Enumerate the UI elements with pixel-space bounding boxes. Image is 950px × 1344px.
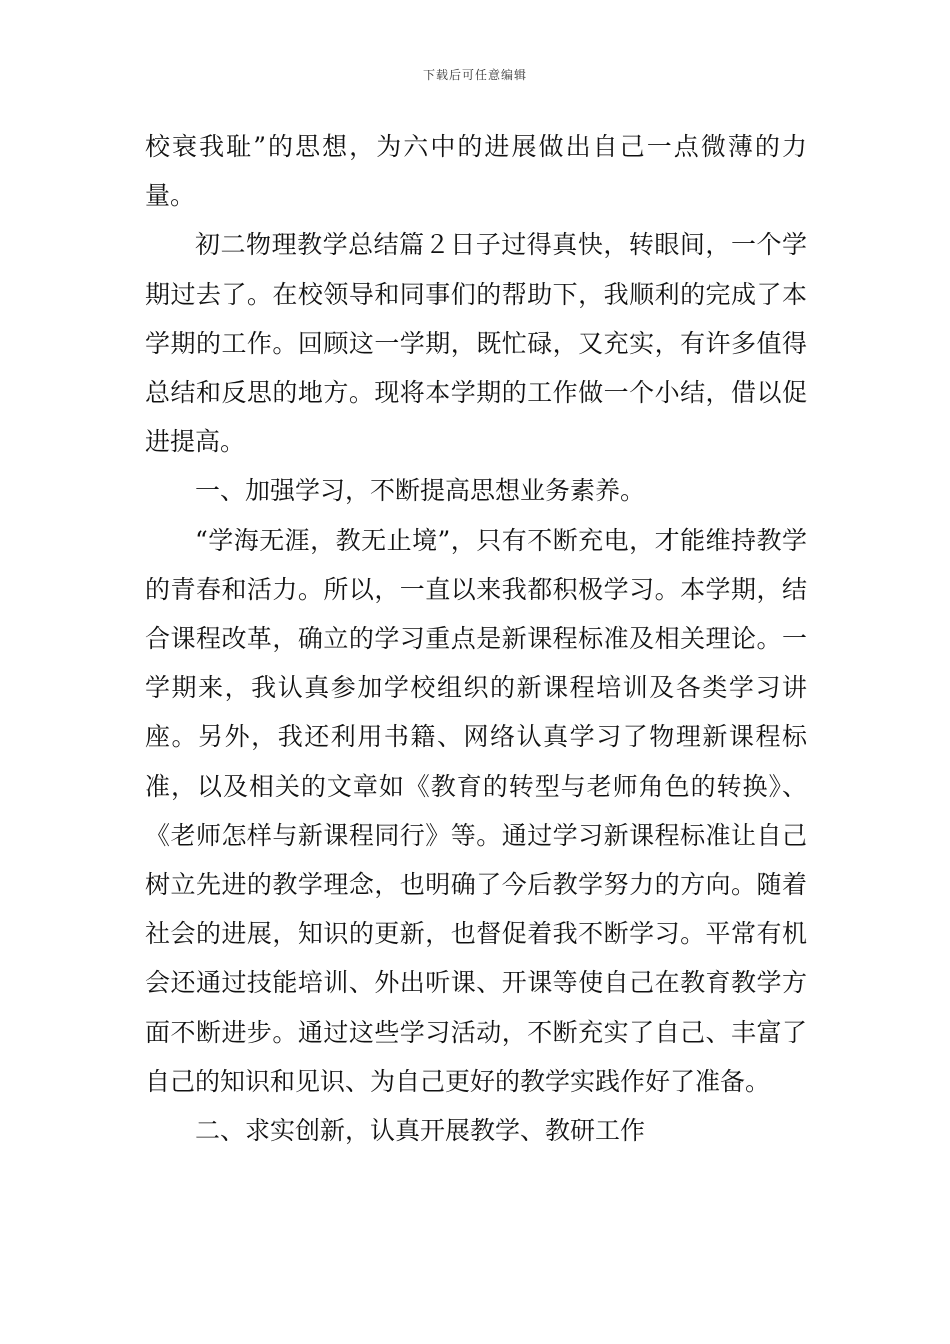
section-heading-2: 二、求实创新，认真开展教学、教研工作 bbox=[195, 1116, 646, 1146]
document-body bbox=[145, 122, 807, 1155]
paragraph-study: “学海无涯，教无止境”，只有不断充电，才能维持教学的青春和活力。所以，一直以来我都积极学习。本学期，结合课程改革，确立的学习重点是新课程标准及相关理论。一学期来，我认真参加学校组织的新课程培训及各类学习讲座。另外，我还利用书籍、网络认真学习了物理新课程标准，以及相关的文章如《教育的转型与老师角色的转换》、《老师怎样与新课程同行》等。通过学习新课程标准让自己树立先进的教学理念，也明确了今后教学努力的方向。随着社会的进展，知识的更新，也督促着我不断学习。平常有机会还通过技能培训、外出听课、开课等使自己在教育教学方面不断进步。通过这些学习活动，不断充实了自己、丰富了自己的知识和见识、为自己更好的教学实践作好了准备。 bbox=[145, 525, 807, 1096]
section-heading-1: 一、加强学习，不断提高思想业务素养。 bbox=[195, 476, 646, 506]
paragraph-continuation: 校衰我耻”的思想，为六中的进展做出自己一点微薄的力量。 bbox=[145, 132, 807, 211]
paragraph-summary-intro: 初二物理教学总结篇２日子过得真快，转眼间，一个学期过去了。在校领导和同事们的帮助下，我顺利的完成了本学期的工作。回顾这一学期，既忙碌，又充实，有许多值得总结和反思的地方。现将本学期的工作做一个小结，借以促进提高。 bbox=[145, 230, 807, 457]
page-header-note: 下载后可任意编辑 bbox=[422, 68, 527, 82]
